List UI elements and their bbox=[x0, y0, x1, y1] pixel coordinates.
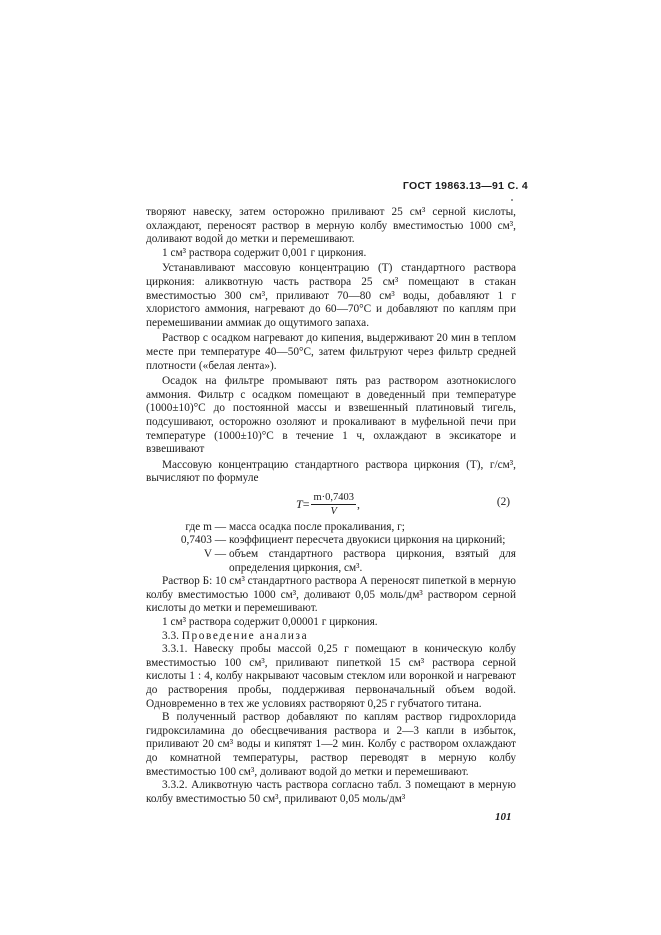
paragraph: Осадок на фильтре промывают пять раз раствором азотнокислого аммония. Фильтр с осадком помещают в доведенный при температуре (1000±10)°С до постоянной массы и взвешенный платиновый тигель, подсушивают, осторожно озоляют и прокаливают в муфельной печи при температуре (1000±10)°С в течение 1 ч, охлаждают в эксикаторе и взвешивают bbox=[146, 375, 516, 456]
formula-numerator: m·0,7403 bbox=[311, 491, 356, 506]
paragraph: Раствор Б: 10 см³ стандартного раствора А переносят пипеткой в мерную колбу вместимостью 1000 см³, доливают 0,05 моль/дм³ раствором серной кислоты до метки и перемешивают. bbox=[146, 575, 516, 615]
page-number: 101 bbox=[495, 811, 512, 823]
paragraph: 1 см³ раствора содержит 0,00001 г циркония. bbox=[162, 616, 378, 629]
definition-symbol: где m — bbox=[185, 520, 226, 533]
section-title: Проведение анализа bbox=[181, 629, 309, 642]
section-heading bbox=[146, 630, 516, 644]
definition-text: масса осадка после прокаливания, г; bbox=[229, 520, 405, 533]
definition-text: объем стандартного раствора циркония, взятый для определения циркония, см³. bbox=[229, 548, 516, 574]
definitions-list bbox=[146, 521, 516, 575]
formula-block bbox=[146, 488, 516, 518]
definition-symbol: V — bbox=[203, 548, 226, 561]
definition-text: коэффициент пересчета двуокиси циркония на цирконий; bbox=[229, 534, 506, 547]
definition-symbol: 0,7403 — bbox=[180, 534, 226, 547]
body-text bbox=[146, 206, 516, 806]
formula bbox=[296, 491, 360, 519]
paragraph: В полученный раствор добавляют по каплям раствор гидрохлорида гидроксиламина до обесцвечивания раствора и 2—3 капли в избыток, приливают 20 см³ воды и кипятят 1—2 мин. Колбу с раствором охлаждают до комнатной температуры, раствор переводят в мерную колбу вместимостью 100 см³, доливают водой до метки и перемешивают. bbox=[146, 711, 516, 778]
paragraph: 3.3.2. Аликвотную часть раствора согласно табл. 3 помещают в мерную колбу вместимостью 50 см³, приливают 0,05 моль/дм³ bbox=[146, 779, 516, 805]
paragraph: Раствор с осадком нагревают до кипения, выдерживают 20 мин в теплом месте при температуре 40—50°С, затем фильтруют через фильтр средней плотности («белая лента»). bbox=[146, 332, 516, 372]
paragraph: 3.3.1. Навеску пробы массой 0,25 г помещают в коническую колбу вместимостью 100 см³, приливают пипеткой 15 см³ раствора серной кислоты 1 : 4, колбу накрывают часовым стеклом или воронкой и нагревают до растворения пробы, поддерживая первоначальный объем водой. Одновременно в тех же условиях растворяют 0,25 г губчатого титана. bbox=[146, 643, 516, 710]
paragraph: 1 см³ раствора содержит 0,001 г циркония. bbox=[162, 246, 367, 259]
section-number: 3.3. bbox=[162, 629, 179, 642]
formula-lhs: T bbox=[296, 497, 303, 512]
paragraph: Устанавливают массовую концентрацию (T) стандартного раствора циркония: аликвотную часть раствора 25 см³ помещают в стакан вместимостью 300 см³, приливают 70—80 см³ воды, добавляют 1 г хлористого аммония, нагревают до 60—70°С и добавляют по каплям при перемешивании аммиак до ощутимого запаха. bbox=[146, 262, 516, 329]
paragraph: Массовую концентрацию стандартного раствора циркония (T), г/см³, вычисляют по формуле bbox=[146, 458, 516, 485]
equation-number: (2) bbox=[496, 495, 510, 508]
paragraph: творяют навеску, затем осторожно приливают 25 см³ серной кислоты, охлаждают, переносят раствор в мерную колбу вместимостью 1000 см³, доливают водой до метки и перемешивают. bbox=[146, 206, 516, 246]
page-header: ГОСТ 19863.13—91 С. 4 bbox=[402, 180, 528, 192]
formula-denominator: V bbox=[330, 506, 337, 518]
scan-speck bbox=[511, 199, 513, 201]
definition-item bbox=[146, 534, 516, 548]
formula-trailing: , bbox=[357, 497, 361, 512]
formula-equals: = bbox=[302, 497, 310, 512]
definition-item bbox=[146, 521, 516, 535]
formula-fraction bbox=[311, 491, 356, 519]
definition-item bbox=[146, 548, 516, 575]
